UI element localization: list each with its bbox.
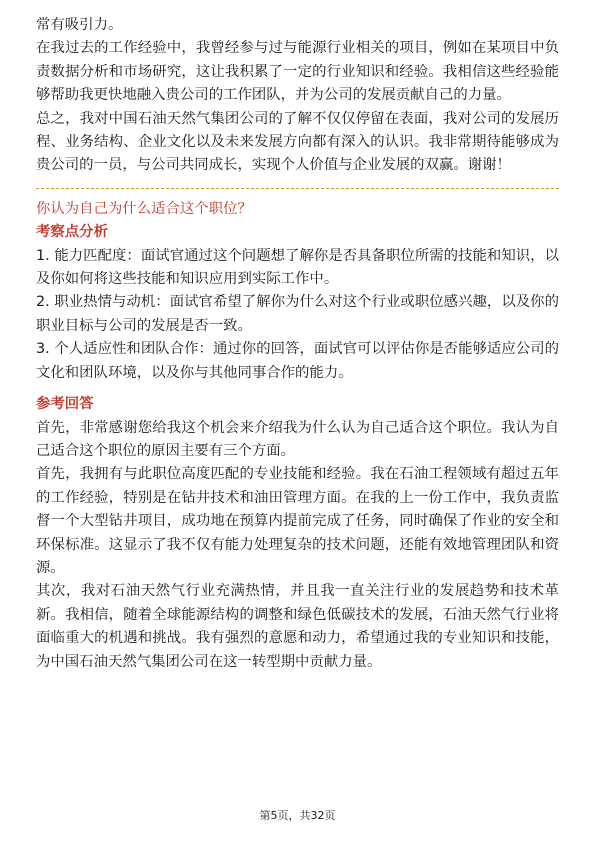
analysis-point: 2. 职业热情与动机：面试官希望了解你为什么对这个行业或职位感兴趣，以及你的职业目标与公司的发展是否一致。 — [36, 294, 559, 334]
analysis-point: 1. 能力匹配度：面试官通过这个问题想了解你是否具备职位所需的技能和知识，以及你如何将这些技能和知识应用到实际工作中。 — [36, 247, 559, 288]
analysis-title: 考察点分析 — [36, 224, 108, 241]
answer-paragraph: 其次，我对石油天然气行业充满热情，并且我一直关注行业的发展趋势和技术革新。我相信，随着全球能源结构的调整和绿色低碳技术的发展，石油天然气行业将面临重大的机遇和挑战。我有强烈的意愿和动力，希望通过我的专业知识和技能，为中国石油天然气集团公司在这一转型期中贡献力量。 — [36, 583, 559, 670]
answer-title: 参考回答 — [36, 396, 94, 413]
section-divider — [36, 188, 559, 189]
answer-paragraph: 首先，非常感谢您给我这个机会来介绍我为什么认为自己适合这个职位。我认为自己适合这个职位的原因主要有三个方面。 — [36, 419, 559, 459]
answer-paragraph: 首先，我拥有与此职位高度匹配的专业技能和经验。我在石油工程领域有超过五年的工作经验，特别是在钻井技术和油田管理方面。在我的上一份工作中，我负责监督一个大型钻井项目，成功地在预算内提前完成了任务，同时确保了作业的安全和环保标准。这显示了我不仅有能力处理复杂的技术问题，还能有效地管理团队和资源。 — [36, 466, 559, 576]
page-footer — [0, 809, 595, 823]
spacer — [36, 385, 559, 393]
analysis-point: 3. 个人适应性和团队合作：通过你的回答，面试官可以评估你是否能够适应公司的文化和团队环境，以及你与其他同事合作的能力。 — [36, 341, 559, 381]
intro-paragraph: 在我过去的工作经验中，我曾经参与过与能源行业相关的项目，例如在某项目中负责数据分析和市场研究，这让我积累了一定的行业知识和经验。我相信这些经验能够帮助我更快地融入贵公司的工作团队，并为公司的发展贡献自己的力量。 — [36, 40, 559, 104]
page-indicator: 第5页，共32页 — [259, 809, 336, 822]
intro-paragraph: 总之，我对中国石油天然气集团公司的了解不仅仅停留在表面，我对公司的发展历程、业务结构、企业文化以及未来发展方向都有深入的认识。我非常期待能够成为贵公司的一员，与公司共同成长，实现个人价值与企业发展的双赢。谢谢！ — [36, 110, 559, 174]
document-page — [36, 14, 559, 674]
intro-paragraph: 常有吸引力。 — [36, 17, 123, 33]
question-heading: 你认为自己为什么适合这个职位？ — [36, 200, 252, 217]
